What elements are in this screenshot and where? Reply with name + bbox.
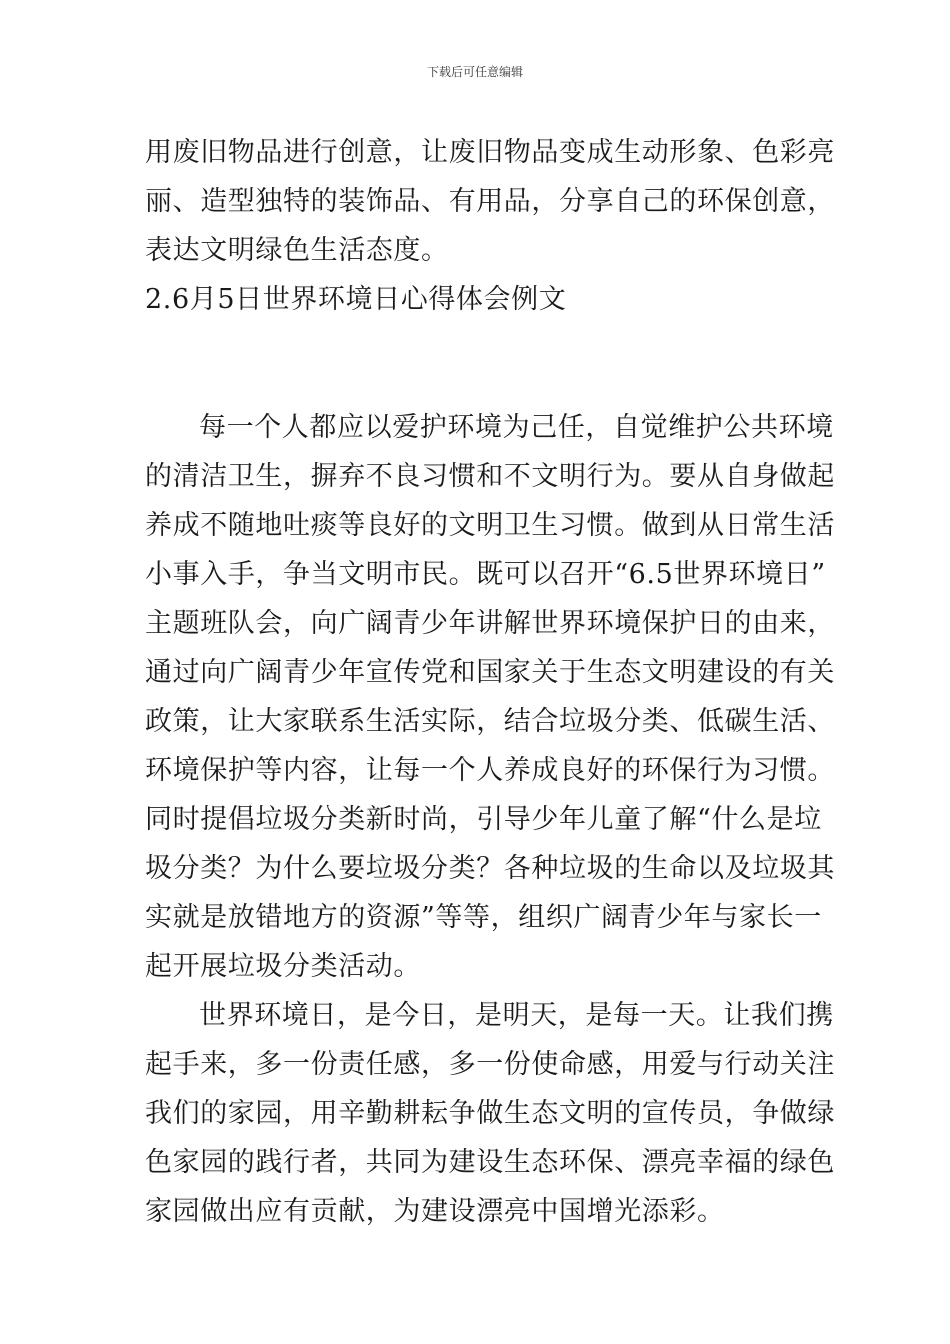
text-line: 同时提倡垃圾分类新时尚，引导少年儿童了解“什么是垃 xyxy=(145,804,822,835)
text-line: 家园做出应有贡献，为建设漂亮中国增光添彩。 xyxy=(145,1196,725,1227)
text-line: 圾分类？为什么要垃圾分类？各种垃圾的生命以及垃圾其 xyxy=(145,853,835,884)
text-line: 的清洁卫生，摒弃不良习惯和不文明行为。要从自身做起 xyxy=(145,461,835,492)
paragraph-1 xyxy=(145,403,835,991)
section-heading: 2.6月5日世界环境日心得体会例文 xyxy=(145,284,567,315)
text-line: 养成不随地吐痰等良好的文明卫生习惯。做到从日常生活 xyxy=(145,510,835,541)
text-line: 用废旧物品进行创意，让废旧物品变成生动形象、色彩亮 xyxy=(145,137,835,168)
text-line: 丽、造型独特的装饰品、有用品，分享自己的环保创意， xyxy=(145,186,835,217)
blank-gap xyxy=(145,324,810,373)
text-line: 主题班队会，向广阔青少年讲解世界环境保护日的由来， xyxy=(145,608,835,639)
page-header-note: 下载后可任意编辑 xyxy=(426,65,523,79)
text-line: 色家园的践行者，共同为建设生态环保、漂亮幸福的绿色 xyxy=(145,1147,835,1178)
text-line: 实就是放错地方的资源”等等，组织广阔青少年与家长一 xyxy=(145,902,822,933)
text-line: 世界环境日，是今日，是明天，是每一天。让我们携 xyxy=(199,1000,834,1031)
paragraph-2 xyxy=(145,991,835,1236)
text-line: 起开展垃圾分类活动。 xyxy=(145,951,421,982)
intro-block xyxy=(145,128,835,275)
text-line: 小事入手，争当文明市民。既可以召开“6.5世界环境日” xyxy=(145,559,826,590)
blank-gap xyxy=(145,373,810,403)
document-body xyxy=(145,128,835,1236)
text-line: 我们的家园，用辛勤耕耘争做生态文明的宣传员，争做绿 xyxy=(145,1098,835,1129)
text-line: 政策，让大家联系生活实际，结合垃圾分类、低碳生活、 xyxy=(145,706,835,737)
text-line: 环境保护等内容，让每一个人养成良好的环保行为习惯。 xyxy=(145,755,835,786)
text-line: 每一个人都应以爱护环境为己任，自觉维护公共环境 xyxy=(199,412,834,443)
text-line: 起手来，多一份责任感，多一份使命感，用爱与行动关注 xyxy=(145,1049,835,1080)
text-line: 表达文明绿色生活态度。 xyxy=(145,235,449,266)
text-line: 通过向广阔青少年宣传党和国家关于生态文明建设的有关 xyxy=(145,657,835,688)
